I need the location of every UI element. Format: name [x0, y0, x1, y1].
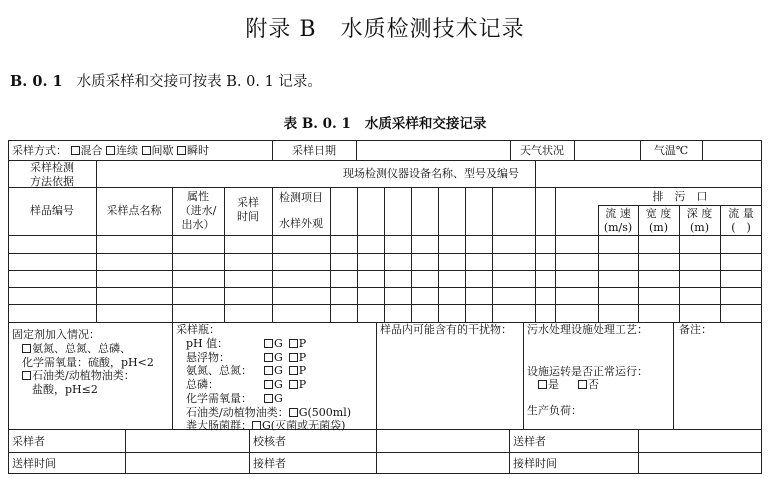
- appendix-title: [0, 12, 770, 43]
- bottle-option-label: G: [274, 350, 283, 364]
- table-title: 水质采样和交接记录: [364, 116, 487, 132]
- method-basis-line2: 方法依据: [30, 174, 74, 188]
- velocity-label: 流 速: [605, 207, 631, 220]
- weather-label: 天气状况: [520, 144, 564, 157]
- checkbox-running-no[interactable]: [578, 380, 587, 389]
- checkbox-oil-g[interactable]: [289, 408, 298, 417]
- checkbox-intermittent[interactable]: [142, 146, 151, 155]
- bottle-option-label: P: [298, 364, 307, 378]
- bottle-item-label: 悬浮物：: [186, 350, 230, 364]
- method-basis-line1: 采样检测: [30, 161, 74, 174]
- interference-label: 样品内可能含有的干扰物：: [380, 323, 512, 336]
- sampling-method: [12, 144, 209, 158]
- option-mix-label: 混合: [80, 144, 103, 157]
- sampling-record-table: [8, 140, 762, 474]
- fixative-line2: 化学需氧量：硫酸，pH<2: [22, 355, 154, 369]
- receive-time-label: 接样时间: [513, 457, 557, 470]
- bottle-coliform-label: 粪大肠菌群：: [186, 419, 252, 433]
- fixative-line1: 氨氮、总氮、总磷、: [32, 341, 131, 355]
- width-header: [638, 207, 679, 235]
- method-basis-label: [8, 161, 96, 189]
- bottle-item-label: 氨氮、总氮：: [186, 364, 252, 378]
- bottle-oil-option: G(500ml): [298, 405, 352, 419]
- table-caption: [0, 112, 770, 132]
- fixative-line4: 盐酸，pH≤2: [32, 383, 98, 396]
- remarks-label: 备注：: [679, 323, 712, 336]
- fixative-title: 固定剂加入情况：: [12, 328, 100, 341]
- checkbox-bottle-option[interactable]: [289, 339, 298, 348]
- bottle-option-label: G: [274, 364, 283, 378]
- sampler-label: 采样者: [12, 435, 45, 448]
- depth-header: [679, 207, 720, 235]
- outlet-header: 排 污 口: [652, 190, 708, 203]
- checkbox-coliform-g[interactable]: [252, 421, 261, 430]
- bottle-option-label: G: [274, 378, 283, 391]
- sampling-time-line2: 时间: [237, 209, 259, 223]
- send-time-label: 送样时间: [12, 457, 56, 470]
- bottle-option-label: G: [274, 336, 283, 350]
- sampling-point-header: 采样点名称: [106, 204, 162, 217]
- bottle-option-label: P: [298, 336, 307, 350]
- process-title: 污水处理设施处理工艺：: [527, 323, 648, 336]
- bottle-item-row: [176, 351, 376, 365]
- bottle-item-label: 化学需氧量：: [186, 391, 252, 405]
- fixative-section: [12, 328, 170, 397]
- bottle-item-row: [176, 337, 376, 351]
- checkbox-fixative-oil[interactable]: [22, 371, 31, 380]
- sample-number-header: 样品编号: [30, 204, 74, 217]
- option-instant-label: 瞬时: [187, 144, 209, 157]
- bottle-item-row: [176, 364, 376, 378]
- sampling-method-label: 采样方式：: [12, 144, 67, 157]
- appearance-header: 水样外观: [279, 217, 323, 230]
- velocity-unit: (m/s): [603, 220, 633, 234]
- checkbox-bottle-option[interactable]: [264, 353, 273, 362]
- appendix-label: 附录 B: [245, 17, 317, 42]
- flow-header: [720, 207, 762, 235]
- running-yes-label: 是: [548, 378, 559, 391]
- checkbox-bottle-option[interactable]: [289, 366, 298, 375]
- checkbox-running-yes[interactable]: [538, 380, 547, 389]
- checkbox-bottle-option[interactable]: [264, 380, 273, 389]
- checkbox-bottle-option[interactable]: [264, 394, 273, 403]
- sampling-time-line1: 采样: [237, 196, 259, 209]
- checkbox-bottle-option[interactable]: [289, 380, 298, 389]
- bottle-option-label: P: [298, 350, 307, 364]
- attribute-line3: 出水）: [181, 217, 215, 231]
- bottle-oil-label: 石油类/动植物油类：: [186, 405, 289, 419]
- checkbox-bottle-option[interactable]: [289, 353, 298, 362]
- table-number: 表 B. 0. 1: [283, 116, 351, 132]
- bottle-coliform-option: G(灭菌或无菌袋): [262, 419, 346, 433]
- option-continuous-label: 连续: [116, 144, 138, 157]
- bottle-item-label: 总磷：: [186, 378, 219, 391]
- depth-unit: (m): [689, 220, 709, 234]
- velocity-header: [598, 207, 638, 235]
- bottle-item-row: [176, 392, 376, 406]
- receiver-label: 接样者: [253, 457, 286, 470]
- bottle-item-label: pH 值：: [186, 336, 229, 350]
- production-load-label: 生产负荷：: [527, 404, 582, 417]
- checkbox-mix[interactable]: [71, 146, 80, 155]
- bottle-item-row: [176, 378, 376, 392]
- running-no-label: 否: [588, 378, 599, 391]
- attribute-header: [172, 190, 224, 231]
- bottle-section: [176, 323, 376, 433]
- checker-label: 校核者: [253, 435, 286, 448]
- process-running-label: 设施运转是否正常运行：: [527, 365, 648, 378]
- bottle-title: 采样瓶：: [176, 323, 220, 336]
- checkbox-bottle-option[interactable]: [264, 366, 273, 375]
- attribute-line2: （进水/: [179, 203, 217, 217]
- appendix-heading: 水质检测技术记录: [340, 17, 525, 42]
- process-running-options: [538, 378, 599, 392]
- width-unit: (m): [648, 220, 668, 234]
- sampling-time-header: [224, 196, 272, 224]
- bottle-option-label: G: [274, 391, 283, 405]
- fixative-line3: 石油类/动植物油类：: [32, 369, 135, 383]
- checkbox-continuous[interactable]: [106, 146, 115, 155]
- flow-unit: ( ): [731, 220, 751, 234]
- test-items-header: 检测项目: [279, 191, 323, 204]
- width-label: 宽 度: [645, 207, 672, 220]
- bottle-option-label: P: [298, 378, 307, 391]
- sender-label: 送样者: [513, 435, 546, 448]
- checkbox-bottle-option[interactable]: [264, 339, 273, 348]
- depth-label: 深 度: [686, 207, 713, 220]
- clause-number: B. 0. 1: [10, 73, 63, 90]
- clause-text: 水质采样和交接可按表 B. 0. 1 记录。: [76, 74, 322, 90]
- flow-label: 流 量: [728, 207, 754, 220]
- checkbox-fixative-acid[interactable]: [22, 344, 31, 353]
- bottle-items: [176, 337, 376, 406]
- temperature-label: 气温℃: [653, 144, 689, 157]
- checkbox-instant[interactable]: [177, 146, 186, 155]
- option-intermittent-label: 间歇: [151, 144, 174, 157]
- sampling-date-label: 采样日期: [292, 144, 336, 157]
- attribute-line1: 属性: [187, 190, 209, 203]
- instrument-label: 现场检测仪器设备名称、型号及编号: [343, 167, 519, 180]
- clause-paragraph: [10, 70, 322, 91]
